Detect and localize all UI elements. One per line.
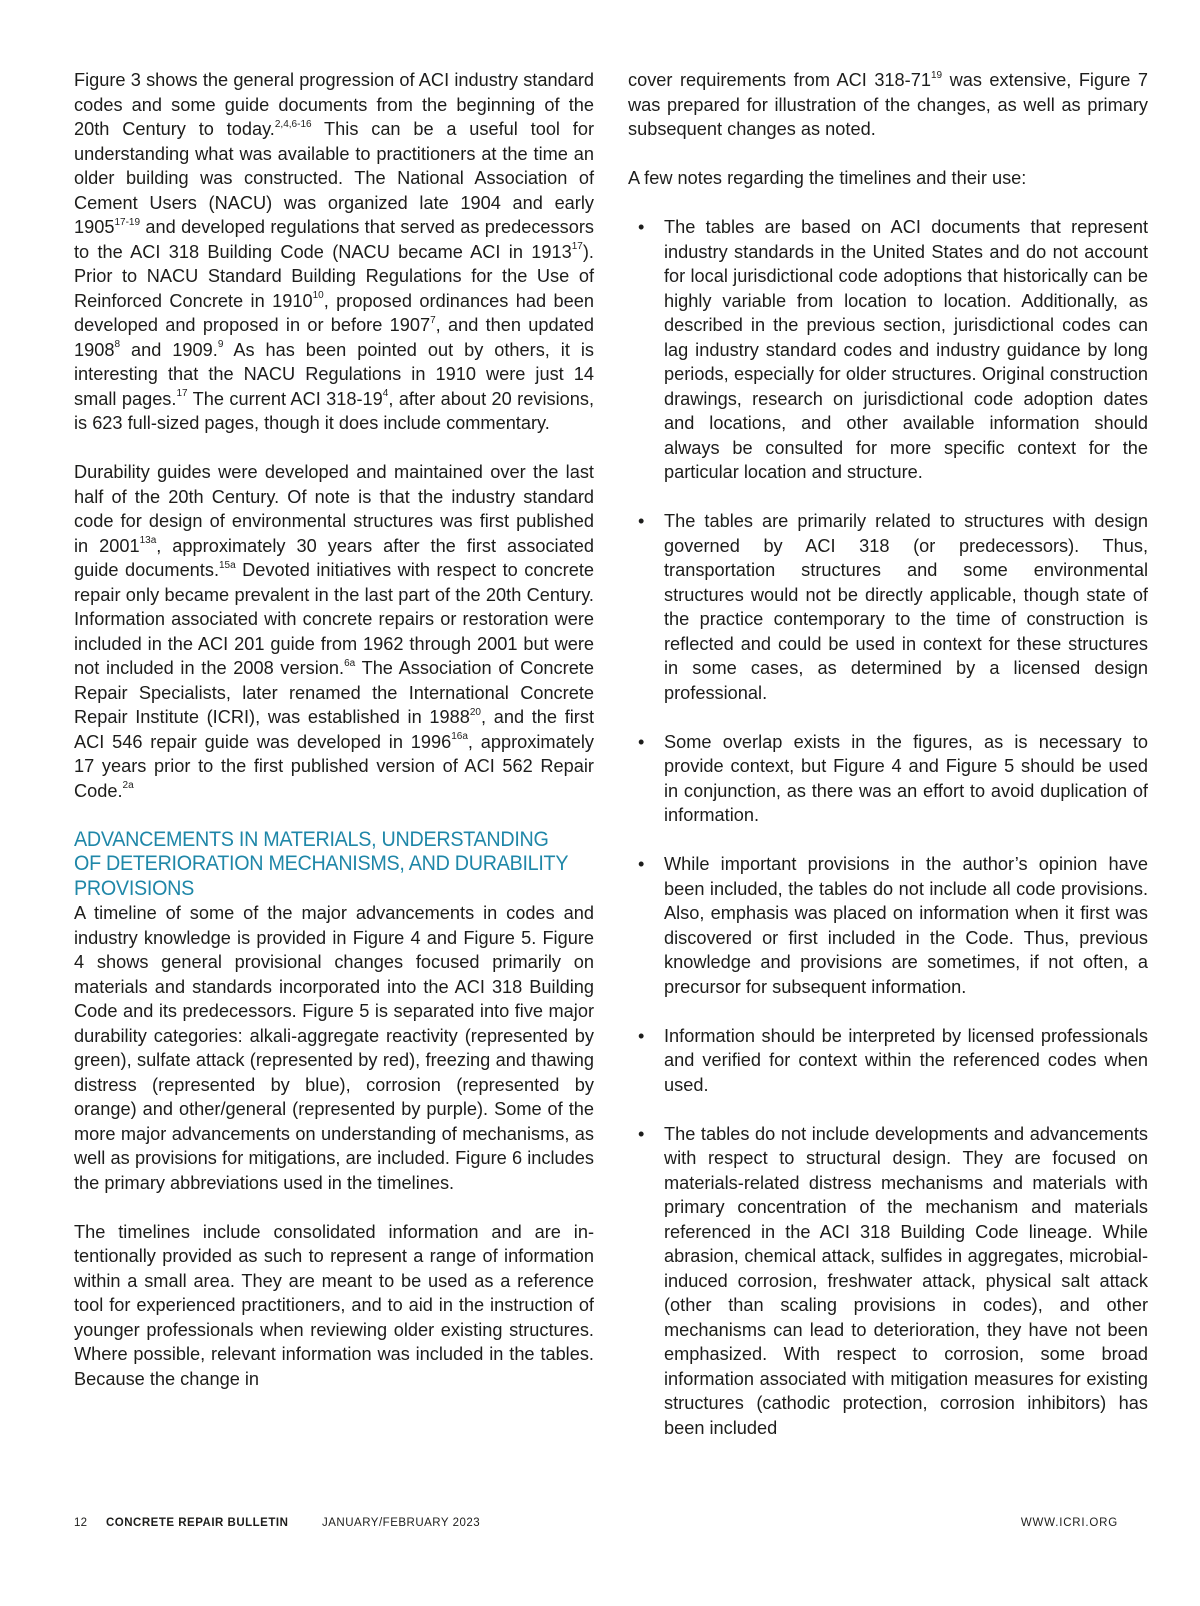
- citation: 17-19: [114, 216, 141, 228]
- bullet-icon: •: [638, 731, 645, 752]
- bullet-icon: •: [638, 217, 645, 237]
- list-item-text: The tables are primarily related to structures with design governed by ACI 318 (or predecessors). Thus, transportation structures and some environmental structures would not be directly applicable, though state of the practice contemporary to the time of construction is reflected and could be used in context for these structures in some cases, as determined by a licensed design professional.: [664, 511, 1148, 703]
- text-run: , proposed ordinances had been developed and proposed in or before 1907: [74, 290, 594, 335]
- citation: 20: [469, 706, 481, 718]
- citation: 2a: [122, 780, 134, 792]
- text-run: Durability guides were developed and maintained over the last half of the 20th Century. Of note is that the industry standard code for design of environmental structures was first published in 2001: [74, 462, 594, 556]
- list-item: [628, 1122, 1148, 1441]
- list-item-text: The tables are based on ACI documents that represent industry standards in the United States and do not account for local jurisdictional code adoptions that historically can be highly variable from location to location. Additionally, as described in the previous section, jurisdictional codes can lag industry standard codes and industry guidance by long periods, especially for older structures. Original construction drawings, research on jurisdictional code adoption dates and locations, and other available information should always be consulted for more specific context for the particular location and structure.: [664, 217, 1148, 482]
- issue-date: JANUARY/FEBRUARY 2023: [322, 1517, 481, 1529]
- website-link[interactable]: WWW.ICRI.ORG: [1020, 1517, 1118, 1529]
- text-run: , and then updated 1908: [74, 315, 594, 360]
- list-item-text: The tables do not include developments and advancements with respect to structural design. They are focused on materials-related distress mechanisms and materials with primary concentration of the mechanism and materials referenced in the ACI 318 Building Code lineage. While abrasion, chemical attack, sulfides in aggregates, microbial-induced corrosion, freshwater attack, physical salt attack (other than scaling provisions in codes), and other mechanisms can lead to deterioration, they have not been emphasized. With respect to corrosion, some broad information associated with mitigation measures for existing structures (cathodic protection, corrosion inhibitors) has been included: [664, 1123, 1148, 1438]
- intro-paragraph: [74, 68, 594, 436]
- citation: 16a: [451, 731, 468, 743]
- list-item: [628, 509, 1148, 705]
- heading-line: ADVANCEMENTS IN MATERIALS, UNDERSTANDING: [74, 827, 549, 851]
- list-item: [628, 1024, 1148, 1098]
- list-item-text: Some overlap exists in the figures, as is necessary to provide context, but Figure 4 and Figure 5 should be used in conjunction, as there was an effort to avoid duplication of information.: [664, 731, 1148, 825]
- text-run: ). Prior to NACU Standard Building Regulations for the Use of Reinforced Concrete in 1910: [74, 241, 594, 311]
- heading-line: OF DETERIORATION MECHANISMS, AND DURABILITY: [74, 852, 569, 875]
- cover-requirements-paragraph: [628, 68, 1148, 142]
- durability-paragraph: [74, 460, 594, 803]
- list-item-text: While important provisions in the author’s opinion have been included, the tables do not include all code provisions. Also, emphasis was placed on information when it first was discovered or first included in the Code. Thus, previous knowledge and provisions are sometimes, if not often, a precursor for subsequent information.: [664, 854, 1148, 997]
- text-run: and 1909.: [120, 339, 218, 360]
- bullet-icon: •: [638, 511, 645, 531]
- citation: 15a: [219, 559, 236, 571]
- text-run: was extensive, Figure 7 was prepared for illustration of the changes, as well as primary subsequent changes as noted.: [628, 70, 1148, 139]
- list-item: [628, 852, 1148, 999]
- citation: 10: [312, 290, 324, 302]
- timeline-paragraph: A timeline of some of the major advancements in codes and industry knowledge is provided in Figure 4 and Figure 5. Figure 4 shows general provisional changes focused primarily on materials and standards incorporated into the ACI 318 Building Code and its predecessors. Figure 5 is separated into five major durability categories: alkali-aggregate reactivity (represented by green), sulfate attack (represented by red), freezing and thawing distress (represented by blue), corrosion (represented by orange) and other/general (represented by purple). Some of the more major advancements on understanding of mechanisms, as well as provisions for mitigations, are included. Figure 6 includes the primary abbreviations used in the timelines.: [74, 903, 594, 1193]
- citation: 6a: [344, 657, 356, 669]
- consolidated-paragraph: The timelines include consolidated information and are intentionally provided as such to represent a range of information within a small area. They are meant to be used as a reference tool for experienced practitioners, and to aid in the instruction of younger professionals when reviewing older existing structures. Where possible, relevant information was included in the tables. Because the change in: [74, 1221, 594, 1389]
- text-run: The current ACI 318-19: [187, 388, 383, 409]
- text-run: , approximately 17 years prior to the first published version of ACI 562 Repair Code.: [74, 731, 595, 801]
- list-item: [628, 730, 1148, 828]
- text-run: As has been pointed out by others, it is interesting that the NACU Regulations in 1910 were just 14 small pages.: [74, 339, 594, 409]
- bullet-icon: •: [638, 1123, 645, 1144]
- notes-list: [628, 215, 1148, 1440]
- list-item-text: Information should be interpreted by licensed professionals and verified for context within the referenced codes when used.: [664, 1025, 1148, 1095]
- citation: 19: [930, 69, 943, 81]
- text-run: Devoted initiatives with respect to concrete repair only became prevalent in the last part of the 20th Century. Information associated with concrete repairs or restoration were included in the ACI 201 guide from 1962 through 2001 but were not included in the 2008 version.: [74, 560, 594, 678]
- text-run: and developed regulations that served as predecessors to the ACI 318 Building Code (NACU became ACI in 1913: [74, 217, 594, 262]
- text-run: Figure 3 shows the general progression of ACI industry standard codes and some guide documents from the beginning of the 20th Century to today.: [74, 70, 594, 139]
- section-heading: [74, 827, 569, 902]
- citation: 2,4,6-16: [274, 118, 312, 130]
- text-run: The Association of Concrete Repair Specialists, later renamed the International Concrete Repair Institute (ICRI), was established in 1988: [74, 658, 594, 727]
- citation: 7: [430, 314, 436, 326]
- text-run: cover requirements from ACI 318-71: [628, 70, 931, 90]
- notes-intro: A few notes regarding the timelines and their use:: [628, 168, 1027, 188]
- text-run: This can be a useful tool for understanding what was available to practitioners at the time an older building was constructed. The National Association of Cement Users (NACU) was organized late 1904 and early 1905: [74, 119, 595, 237]
- citation: 13a: [139, 535, 157, 547]
- citation: 4: [382, 388, 389, 400]
- page-footer: [74, 1517, 1118, 1539]
- list-item: [628, 215, 1148, 485]
- page-number: 12: [74, 1517, 88, 1529]
- text-run: , after about 20 revisions, is 623 full-sized pages, though it does include commentary.: [74, 388, 595, 433]
- bullet-icon: •: [638, 1025, 645, 1046]
- heading-line: PROVISIONS: [74, 876, 195, 900]
- text-run: , approximately 30 years after the first associated guide documents.: [74, 535, 594, 580]
- text-run: , and the first ACI 546 repair guide was developed in 1996: [74, 707, 594, 752]
- left-column: [74, 68, 594, 1416]
- publication-title: CONCRETE REPAIR BULLETIN: [106, 1517, 289, 1529]
- citation: 8: [114, 339, 121, 351]
- bullet-icon: •: [638, 854, 645, 874]
- right-column: [628, 68, 1148, 1465]
- citation: 17: [176, 388, 188, 400]
- citation: 9: [217, 339, 224, 351]
- citation: 17: [571, 241, 583, 253]
